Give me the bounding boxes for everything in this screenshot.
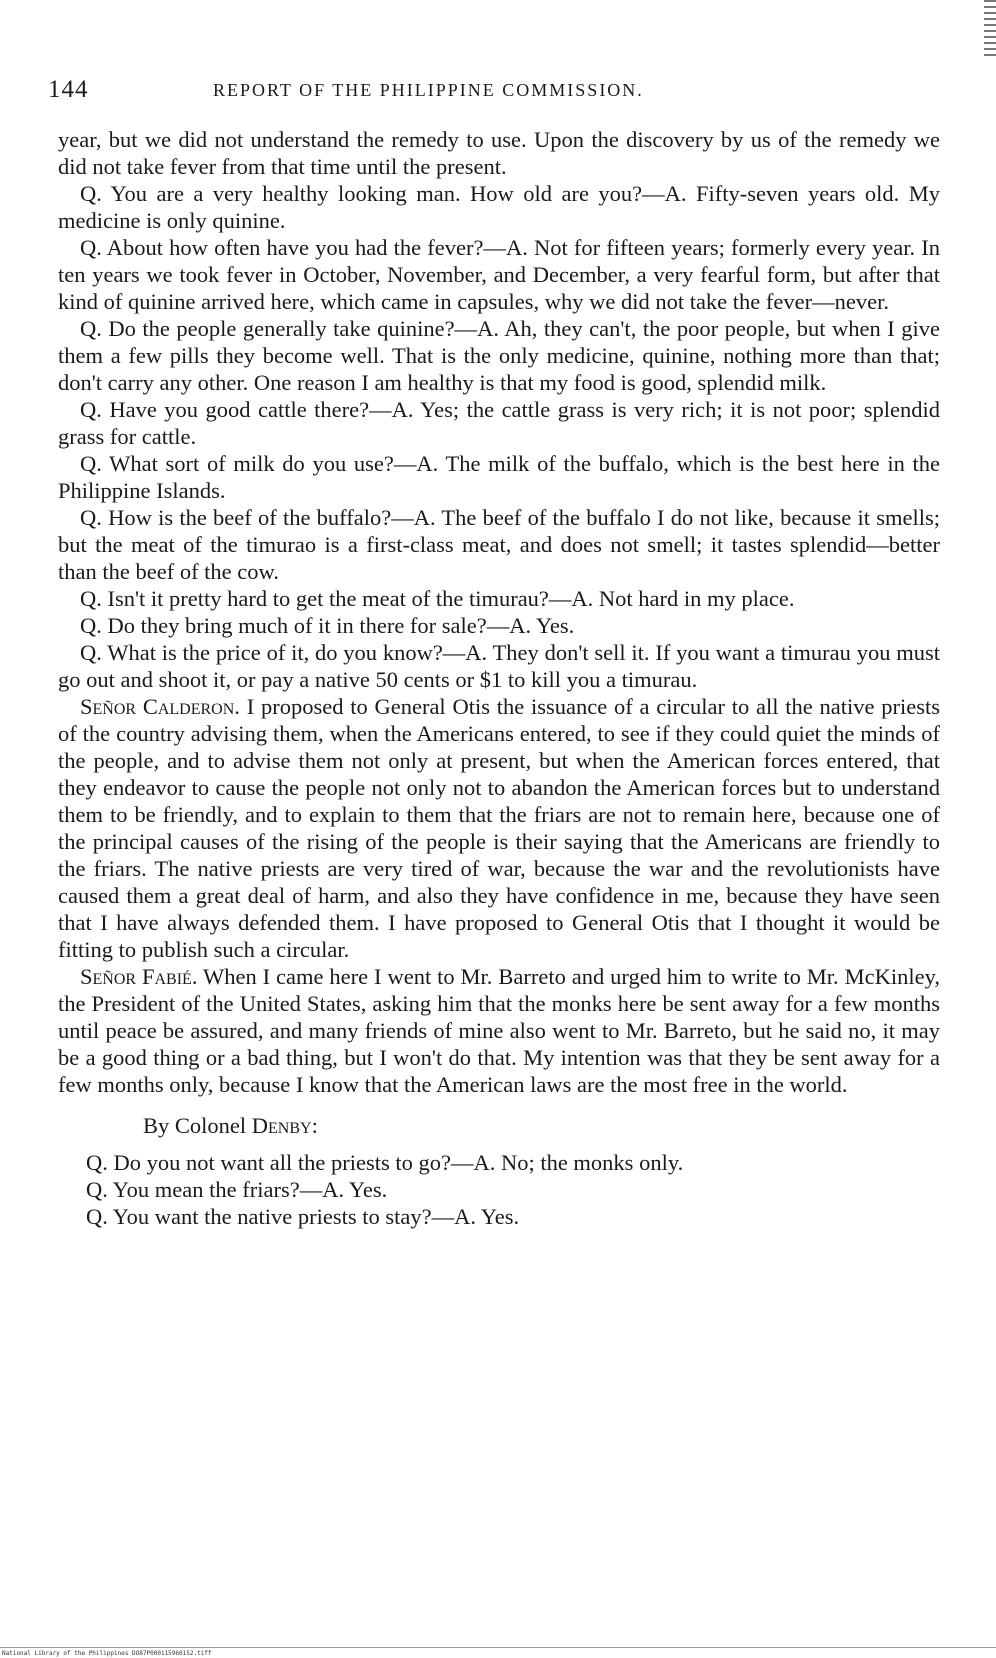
paragraph: Q. You are a very healthy looking man. How old are you?—A. Fifty-seven years old. My medicine is only quinine. [58, 181, 940, 233]
qa-line: Q. You mean the friars?—A. Yes. [86, 1177, 388, 1202]
paragraph: Q. Do they bring much of it in there for sale?—A. Yes. [80, 613, 575, 638]
calderon-statement [58, 693, 940, 963]
qa-line: Q. Do you not want all the priests to go?—A. No; the monks only. [86, 1150, 684, 1175]
statement-text: When I came here I went to Mr. Barreto and urged him to write to Mr. McKinley, the President of the United States, asking him that the monks here be sent away for a few months until peace be assured, and many friends of mine also went to Mr. Barreto, but he said no, it may be a good thing or a bad thing, but I won't do that. My intention was that they be sent away for a few months only, because I know that the American laws are the most free in the world. [58, 964, 940, 1097]
paragraph: Q. About how often have you had the fever?—A. Not for fifteen years; formerly every year. In ten years we took fever in October, November, and December, a very fearful form, but after that kind of quinine arrived here, which came in capsules, why we did not take the fever—never. [58, 235, 940, 314]
statement-text: I proposed to General Otis the issuance of a circular to all the native priests of the country advising them, when the Americans entered, to see if they could quiet the minds of the people, and to advise them not only at present, but when the American forces entered, that they endeavor to cause the people not only not to abandon the American forces but to understand them to be friendly, and to explain to them that the friars are not to remain here, because one of the principal causes of the rising of the people is their saying that the Americans are friendly to the friars. The native priests are very tired of war, because the war and the revolutionists have caused them a great deal of harm, and also they have confidence in me, because they have seen that I have always defended them. I have proposed to General Otis that I thought it would be fitting to publish such a circular. [58, 694, 941, 962]
paragraph: Q. Isn't it pretty hard to get the meat of the timurau?—A. Not hard in my place. [80, 586, 795, 611]
footer-strip [0, 1647, 996, 1658]
fabie-statement [58, 963, 940, 1098]
subhead-prefix: By Colonel [143, 1113, 252, 1138]
paragraph: Q. Do the people generally take quinine?—A. Ah, they can't, the poor people, but when I give them a few pills they become well. That is the only medicine, quinine, nothing more than that; don't carry any other. One reason I am healthy is that my food is good, splendid milk. [58, 316, 940, 395]
body-text [58, 126, 940, 1230]
subhead-name: Denby [251, 1113, 312, 1138]
page-number: 144 [48, 76, 89, 103]
paragraph: Q. How is the beef of the buffalo?—A. The beef of the buffalo I do not like, because it smells; but the meat of the timurao is a first-class meat, and does not smell; it tastes splendid—better than the beef of the cow. [58, 505, 940, 584]
paragraph: year, but we did not understand the remedy to use. Upon the discovery by us of the remedy we did not take fever from that time until the present. [58, 127, 940, 179]
paragraph: Q. What sort of milk do you use?—A. The milk of the buffalo, which is the best here in the Philippine Islands. [58, 451, 940, 503]
qa-line: Q. You want the native priests to stay?—A. Yes. [86, 1204, 520, 1229]
paragraph: Q. What is the price of it, do you know?—A. They don't sell it. If you want a timurau you must go out and shoot it, or pay a native 50 cents or $1 to kill you a timurau. [58, 640, 940, 692]
paragraph: Q. Have you good cattle there?—A. Yes; the cattle grass is very rich; it is not poor; splendid grass for cattle. [58, 397, 940, 449]
speaker-name: Señor Calderon. [80, 694, 240, 719]
section-subhead [58, 1112, 940, 1139]
scan-edge-artifact [984, 0, 996, 60]
speaker-name: Señor Fabié. [80, 964, 198, 989]
page-header [48, 76, 938, 110]
running-head: REPORT OF THE PHILIPPINE COMMISSION. [213, 80, 644, 100]
subhead-suffix: : [311, 1113, 318, 1138]
footer-note: National Library of the Philippines DO87P000115960152.tiff [2, 1650, 212, 1657]
